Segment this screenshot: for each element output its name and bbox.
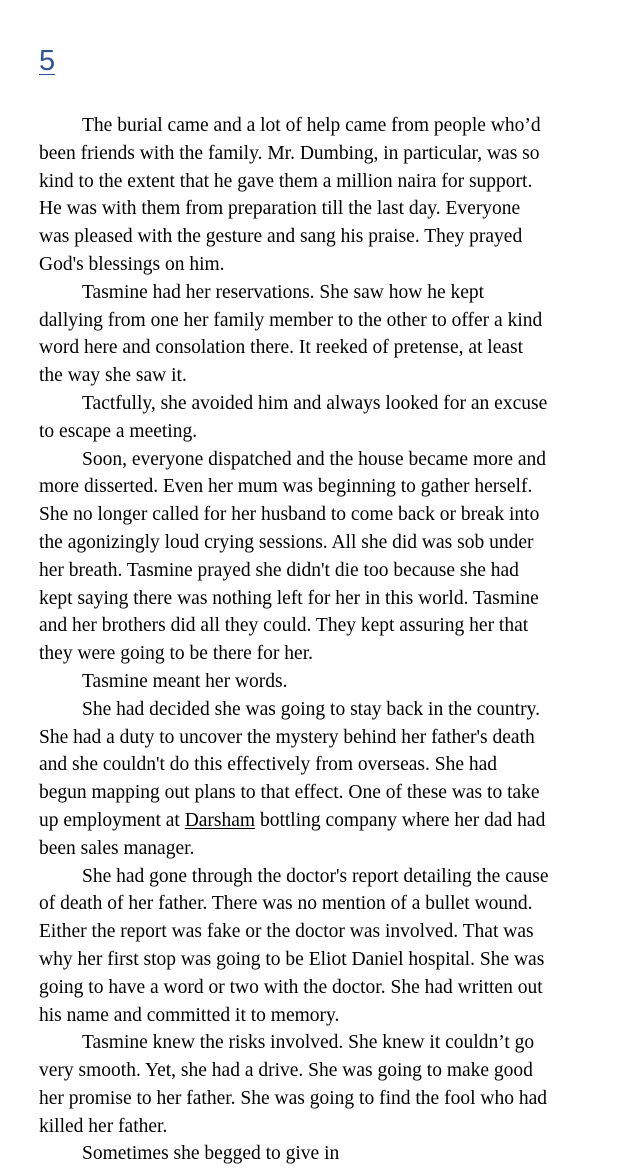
text-line: kept saying there was nothing left for her in this world. Tasmine	[39, 587, 539, 609]
text-line: going to have a word or two with the doctor. She had written out	[39, 976, 543, 998]
text-line: very smooth. Yet, she had a drive. She was going to make good	[39, 1060, 533, 1082]
text-line: been sales manager.	[39, 837, 195, 859]
text-line: her breath. Tasmine prayed she didn't die too because she had	[39, 559, 519, 581]
text-line: Tasmine knew the risks involved. She knew it couldn’t go	[82, 1032, 535, 1054]
text-line	[39, 807, 599, 835]
text-line: his name and committed it to memory.	[39, 1004, 340, 1026]
text-line: been friends with the family. Mr. Dumbing, in particular, was so	[39, 142, 540, 164]
text-line: begun mapping out plans to that effect. One of these was to take	[39, 782, 540, 804]
text-segment: bottling company where her dad had	[255, 809, 546, 831]
text-line: God's blessings on him.	[39, 253, 225, 275]
text-line: She had a duty to uncover the mystery behind her father's death	[39, 726, 535, 748]
text-line: more disserted. Even her mum was beginning to gather herself.	[39, 476, 533, 498]
text-line: The burial came and a lot of help came from people who’d	[82, 115, 541, 136]
text-line: the agonizingly loud crying sessions. All she did was sob under	[39, 531, 534, 553]
text-line: to escape a meeting.	[39, 420, 198, 442]
text-line: Tasmine meant her words.	[82, 670, 288, 692]
text-line: Sometimes she begged to give in	[82, 1143, 340, 1165]
text-line: of death of her father. There was no mention of a bullet wound.	[39, 893, 533, 915]
text-line: they were going to be there for her.	[39, 643, 313, 665]
text-line: was pleased with the gesture and sang his praise. They prayed	[39, 226, 523, 248]
text-segment: up employment at	[39, 809, 185, 831]
text-line: Tasmine had her reservations. She saw how he kept	[82, 281, 485, 303]
text-line: Either the report was fake or the doctor was involved. That was	[39, 921, 534, 943]
text-line: why her first stop was going to be Eliot Daniel hospital. She was	[39, 948, 545, 970]
underlined-word: Darsham	[184, 809, 256, 831]
text-line: dallying from one her family member to the other to offer a kind	[39, 309, 543, 331]
text-line: She had decided she was going to stay back in the country.	[82, 698, 540, 720]
text-line: She had gone through the doctor's report detailing the cause	[82, 865, 549, 887]
text-line: and she couldn't do this effectively from overseas. She had	[39, 754, 498, 776]
text-line: He was with them from preparation till the last day. Everyone	[39, 198, 521, 220]
text-line: killed her father.	[39, 1115, 168, 1137]
chapter-body	[39, 112, 599, 1168]
text-line: Tactfully, she avoided him and always looked for an excuse	[82, 392, 548, 414]
text-line: word here and consolation there. It reeked of pretense, at least	[39, 337, 524, 359]
text-line: Soon, everyone dispatched and the house became more and	[82, 448, 547, 470]
chapter-heading: 5	[39, 45, 56, 77]
text-line: the way she saw it.	[39, 365, 187, 387]
text-line: kind to the extent that he gave them a million naira for support.	[39, 170, 533, 192]
text-line: and her brothers did all they could. They kept assuring her that	[39, 615, 529, 637]
text-line: her promise to her father. She was going to find the fool who had	[39, 1087, 547, 1109]
text-line: She no longer called for her husband to come back or break into	[39, 504, 540, 526]
